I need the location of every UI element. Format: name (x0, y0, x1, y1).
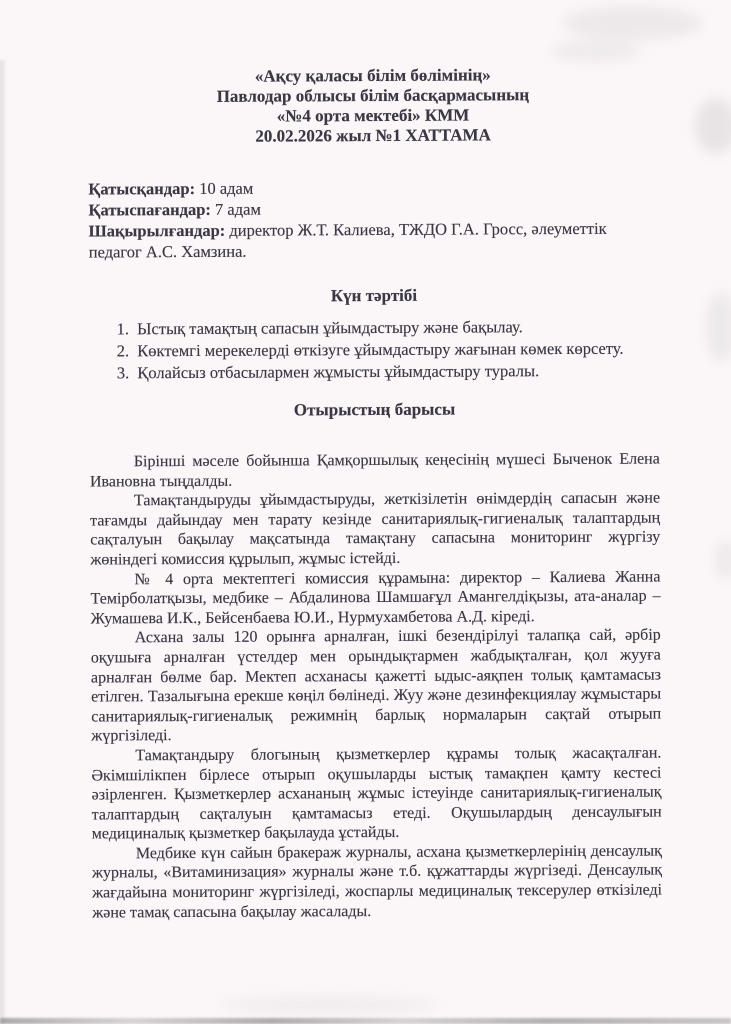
participants-absent (88, 197, 658, 221)
absent-label: Қатыспағандар: (88, 199, 211, 220)
participants-invited (89, 218, 659, 263)
header-department-line: Павлодар облысы білім басқармасының (216, 85, 530, 106)
minutes-title: Отырыстың барысы (293, 399, 456, 420)
minutes-paragraph: № 4 орта мектептегі комиссия құрамына: директор – Калиева Жанна Темірболатқызы, медбике – Абдалинова Шамшағұл Амангелдіқызы, ата-аналар – Жумашева И.К., Бейсенбаева Ю.И., Нурмухамбетова А.Д. кіреді. (90, 568, 661, 628)
scan-smudge (715, 540, 731, 580)
document-content (88, 65, 662, 923)
invited-value: директор Ж.Т. Калиева, ТЖДО Г.А. Гросс, әлеуметтік педагог А.С. Хамзина. (88, 218, 607, 262)
participants-block (88, 176, 658, 263)
header-school-line: «№4 орта мектебі» КММ (276, 105, 470, 126)
scan-smudge (551, 40, 641, 62)
minutes-paragraph: Асхана залы 120 орынға арналған, ішкі безендірілуі талапқа сай, әрбір оқушыға арналған үстелдер мен орындықтармен жабдықталған, қол жууға арналған бөлме бар. Мектеп асханасы қажетті ыдыс-аяқпен толық қамтамасыз етілген. Тазалығына ерекше көңіл бөлінеді. Жуу және дезинфекциялау жұмыстары санитариялық-гигиеналық режимнің барлық нормаларын сақтай отырып жүргізіледі. (90, 626, 662, 745)
document-header (88, 65, 658, 148)
scan-edge-shadow-left (0, 60, 7, 1024)
attended-value: 10 адам (194, 178, 254, 198)
absent-value: 7 адам (210, 199, 261, 219)
scan-edge-shadow-bottom (0, 1018, 731, 1024)
header-organization-line: «Ақсу қаласы білім бөлімінің» (254, 65, 491, 86)
scan-smudge (707, 292, 731, 362)
agenda-item: 1. Ыстық тамақтың сапасын ұйымдастыру және бақылау. (133, 316, 659, 341)
agenda-list (89, 316, 659, 385)
minutes-paragraph: Бірінші мәселе бойынша Қамқоршылық кеңесінің мүшесі Быченок Елена Ивановна тыңдалды. (89, 450, 660, 491)
minutes-paragraph: Тамақтандыру блогының қызметкерлер құрамы толық жасақталған. Әкімшілікпен бірлесе отырып оқушыларды ыстық тамақпен қамту кестесі әзірленген. Қызметкерлер асхананың жұмыс істеуінде санитариялық-гигиеналық талаптардың сақталуын қамтамасыз етеді. Оқушылардың денсаулығын медициналық қызметкер бақылауда ұстайды. (91, 744, 662, 843)
participants-attended (88, 176, 658, 200)
agenda-item: 2. Көктемгі мерекелерді өткізуге ұйымдастыру жағынан көмек көрсету. (133, 338, 659, 363)
agenda-item: 3. Қолайсыз отбасылармен жұмысты ұйымдастыру туралы. (133, 360, 659, 385)
invited-label: Шақырылғандар: (88, 220, 226, 241)
minutes-paragraph: Тамақтандыруды ұйымдастыруды, жеткізілетін өнімдердің сапасын және тағамды дайындау мен тарату кезінде санитариялық-гигиеналық талаптардың сақталуын бақылау мақсатында тамақтану сапасына мониторинг жүргізу жөніндегі комиссия құрылып, жұмыс істейді. (90, 489, 661, 569)
scan-smudge (563, 6, 703, 40)
agenda-title: Күн тәртібі (330, 285, 418, 306)
scan-smudge (695, 98, 731, 154)
minutes-paragraph: Медбике күн сайын бракераж журналы, асхана қызметкерлерінің денсаулық журналы, «Витаминизация» журналы және т.б. құжаттарды жүргізеді. Денсаулық жағдайына мониторинг жүргізіледі, жоспарлы медициналық тексерулер өткізіледі және тамақ сапасына бақылау жасалады. (91, 842, 663, 922)
header-protocol-number-line: 20.02.2026 жыл №1 ХАТТАМА (255, 125, 491, 146)
attended-label: Қатысқандар: (88, 178, 196, 199)
scan-smudge (219, 996, 439, 1014)
minutes-body (90, 450, 662, 923)
